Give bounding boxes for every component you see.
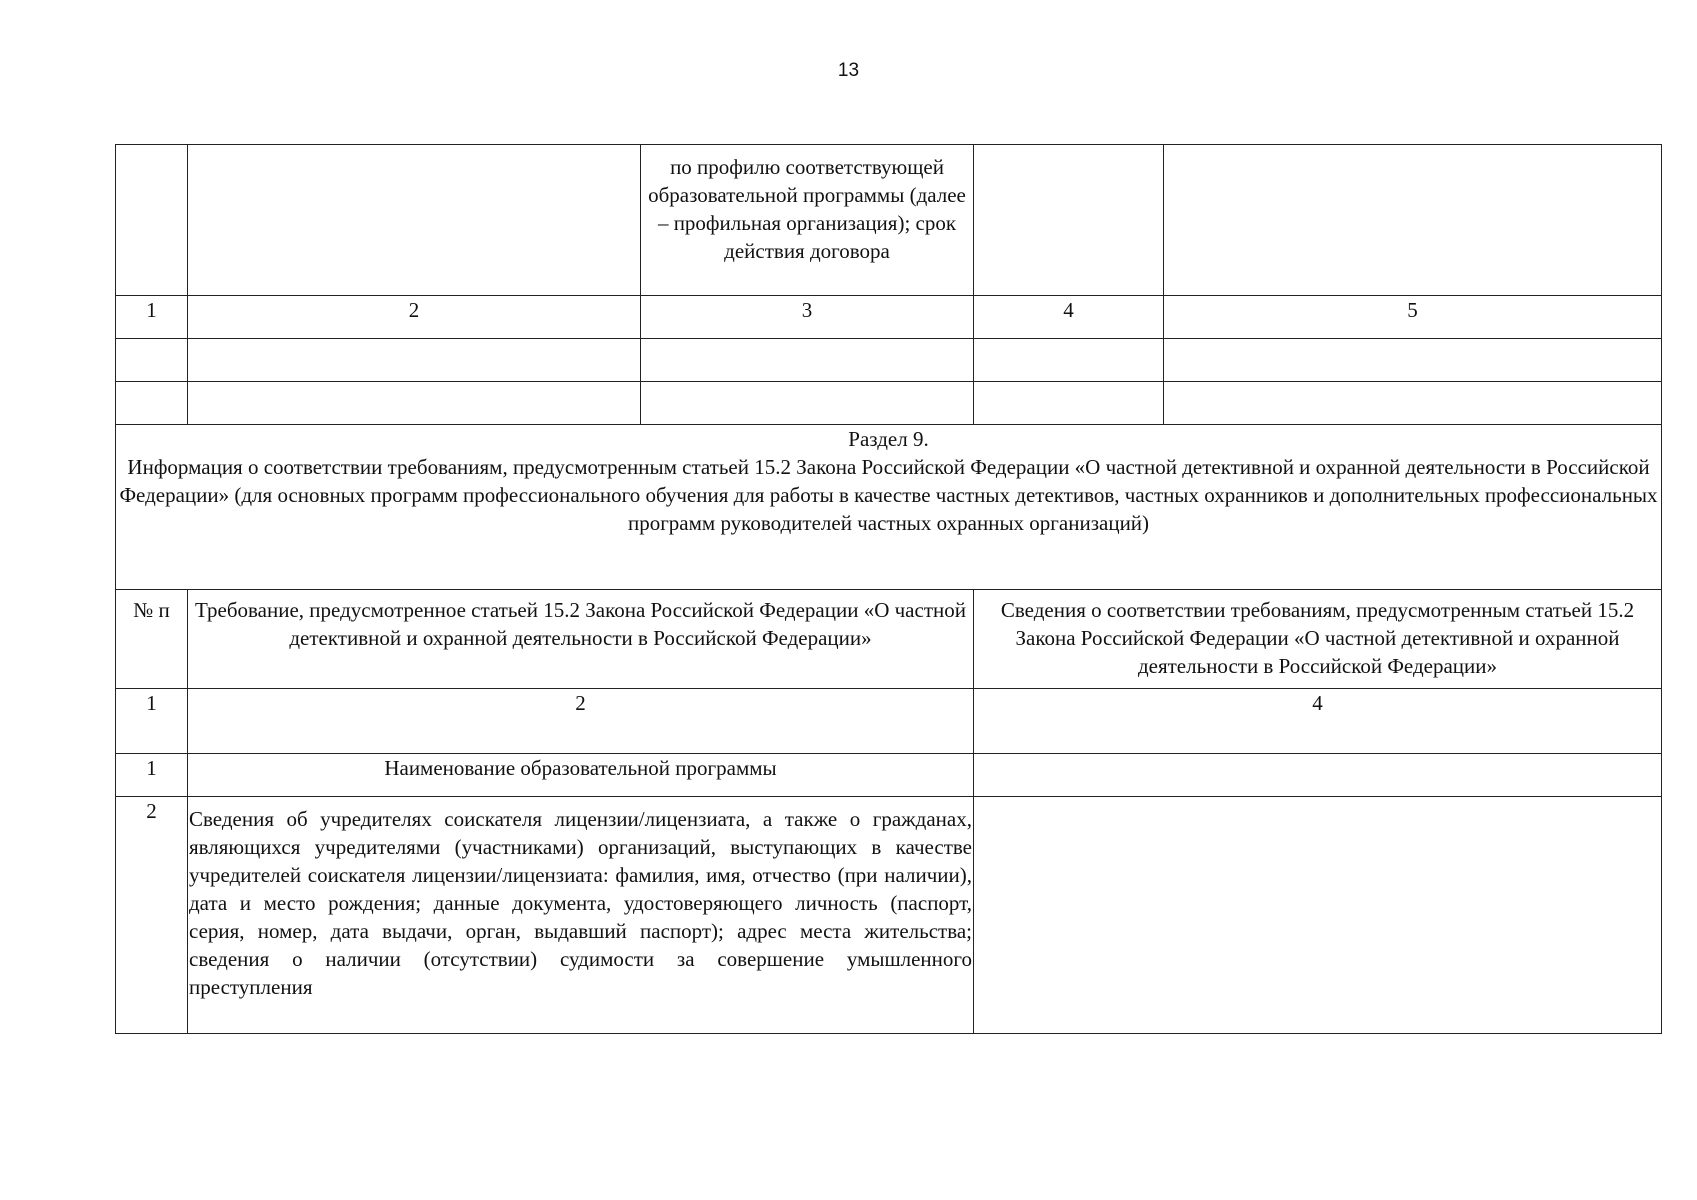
row-requirement: Наименование образовательной программы	[188, 754, 974, 797]
column-number: 2	[188, 296, 641, 339]
empty-cell	[974, 382, 1164, 425]
header-number-cell	[116, 590, 188, 689]
row-info	[974, 754, 1662, 797]
row-requirement-cell	[188, 797, 974, 1034]
empty-row	[116, 382, 1662, 425]
column-number: 3	[641, 296, 974, 339]
empty-cell	[641, 339, 974, 382]
empty-cell	[116, 339, 188, 382]
empty-cell	[1164, 339, 1662, 382]
empty-cell	[188, 382, 641, 425]
empty-cell	[116, 145, 188, 296]
continuation-cell	[641, 145, 974, 296]
header-requirement: Требование, предусмотренное статьей 15.2 Закона Российской Федерации «О частной детективной и охранной деятельности в Российской Федерации»	[195, 598, 966, 650]
section-heading: Информация о соответствии требованиям, предусмотренным статьей 15.2 Закона Российской Федерации «О частной детективной и охранной деятельности в Российской Федерации» (для основных программ профессионального обучения для работы в качестве частных детективов, частных охранников и дополнительных профессиональных программ руководителей частных охранных организаций)	[119, 455, 1658, 535]
row-info	[974, 797, 1662, 1034]
empty-cell	[188, 339, 641, 382]
column-number: 4	[974, 689, 1662, 754]
empty-cell	[1164, 145, 1662, 296]
column-number: 1	[116, 296, 188, 339]
row-number: 2	[116, 797, 188, 1034]
column-number: 4	[974, 296, 1164, 339]
section-heading-cell	[116, 425, 1662, 590]
header-info: Сведения о соответствии требованиям, предусмотренным статьей 15.2 Закона Российской Федерации «О частной детективной и охранной деятельности в Российской Федерации»	[1000, 598, 1635, 678]
empty-cell	[974, 339, 1164, 382]
row-number: 1	[116, 754, 188, 797]
empty-cell	[188, 145, 641, 296]
document-table	[115, 144, 1662, 1034]
column-numbers-row	[116, 296, 1662, 339]
header-number: № п	[133, 598, 170, 622]
section-heading-row	[116, 425, 1662, 590]
empty-cell	[116, 382, 188, 425]
column-number: 2	[188, 689, 974, 754]
header-row	[116, 590, 1662, 689]
continuation-row	[116, 145, 1662, 296]
column-number: 1	[116, 689, 188, 754]
row-requirement: Сведения об учредителях соискателя лицензии/лицензиата, а также о гражданах, являющихся учредителями (участниками) организаций, выступающих в качестве учредителей соискателя лицензии/лицензиата: фамилия, имя, отчество (при наличии), дата и место рождения; данные документа, удостоверяющего личность (паспорт, серия, номер, дата выдачи, орган, выдавший паспорт); адрес места жительства; сведения о наличии (отсутствии) судимости за совершение умышленного преступления	[189, 807, 972, 999]
section-title: Раздел 9.	[848, 427, 929, 451]
empty-row	[116, 339, 1662, 382]
table-row	[116, 797, 1662, 1034]
bottom-column-numbers-row	[116, 689, 1662, 754]
empty-cell	[641, 382, 974, 425]
column-number: 5	[1164, 296, 1662, 339]
continuation-text: по профилю соответствующей образовательной программы (далее – профильная организация); срок действия договора	[648, 155, 966, 263]
header-info-cell	[974, 590, 1662, 689]
empty-cell	[974, 145, 1164, 296]
page-number: 13	[837, 60, 860, 81]
header-requirement-cell	[188, 590, 974, 689]
empty-cell	[1164, 382, 1662, 425]
table-row	[116, 754, 1662, 797]
